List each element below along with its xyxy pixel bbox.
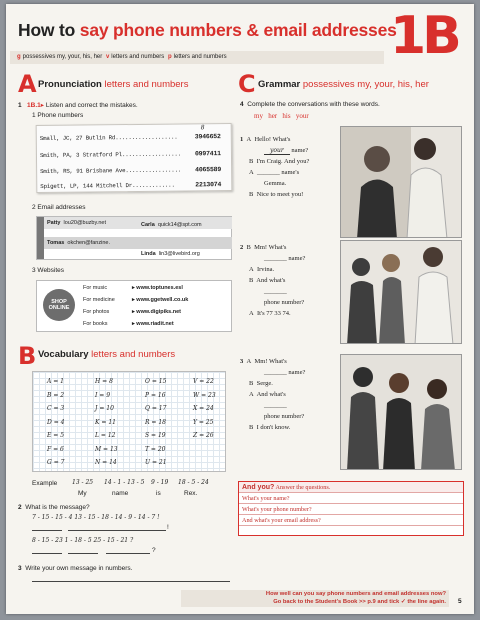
email-entry: Linda lin3@livebird.org — [141, 251, 200, 257]
unit-number: 1B — [390, 6, 458, 66]
question-1: 1 1B.1▸ Listen and correct the mistakes. — [18, 102, 138, 109]
email-entry: Patty lou20@buzby.net — [47, 220, 106, 226]
example-label: Example — [32, 480, 58, 487]
example-word: is — [156, 490, 161, 497]
code-cell: Y = 25 — [193, 418, 214, 426]
code-cell: L = 12 — [95, 432, 116, 439]
email-addresses-label: 2 Email addresses — [32, 204, 86, 211]
directory-entry: Spigett, LP, 144 Mitchell Dr............. — [40, 181, 175, 190]
website-entry: For music — [83, 285, 108, 291]
footer-strip: How well can you say phone numbers and email addresses now? Go back to the Student's Book >> p.9 and tick ✓ the line again. — [181, 590, 449, 607]
code-cell: B = 2 — [47, 391, 65, 399]
answer-row[interactable]: What's your name? — [239, 493, 463, 504]
code-cell: J = 10 — [95, 405, 114, 412]
code-cell: P = 16 — [145, 391, 166, 399]
code-cell: Z = 26 — [193, 432, 214, 439]
section-c-letter: C — [238, 70, 256, 98]
section-b-letter: B — [18, 342, 37, 370]
code-cell: F = 6 — [47, 445, 64, 453]
phone-directory — [36, 123, 233, 193]
blank-line[interactable]: _______ — [264, 288, 287, 295]
code-cell: H = 8 — [95, 378, 113, 385]
code-message-line: 7 - 15 - 15 - 4 13 - 15 - 18 - 14 - 9 - 14 - 7 ! — [32, 514, 160, 521]
answer-line[interactable] — [32, 581, 230, 582]
websites-label: 3 Websites — [32, 267, 65, 274]
code-cell: S = 19 — [145, 432, 166, 439]
directory-number: 0997411 — [194, 150, 221, 158]
example-code: 9 - 19 — [151, 479, 169, 486]
photo-group-greeting — [340, 240, 462, 344]
code-cell: T = 20 — [145, 445, 166, 453]
website-url: ▸ www.digipiks.net — [132, 309, 182, 315]
section-a-heading: Pronunciation letters and numbers — [38, 79, 189, 90]
code-cell: N = 14 — [95, 459, 117, 466]
code-cell: Q = 17 — [145, 405, 167, 412]
answer-blank[interactable] — [106, 553, 150, 554]
code-cell: K = 11 — [95, 418, 116, 426]
section-c-heading: Grammar possessives my, your, his, her — [258, 79, 429, 90]
example-word: name — [112, 490, 129, 497]
photo-friends-meeting — [340, 354, 462, 470]
website-entry: For books — [83, 321, 108, 327]
answer-blank[interactable] — [32, 530, 62, 531]
topic-strip: g possessives my, your, his, her v letters and numbers p letters and numbers — [10, 51, 384, 64]
code-cell: E = 5 — [47, 432, 65, 439]
conversation-2: 2 B Mm! What's _______ name? A Irvina. B And what's _______ phone number? A It's 77 33 74. — [240, 244, 306, 317]
example-code: 14 - 1 - 13 - 5 — [104, 479, 145, 486]
directory-number: 4065589 — [195, 166, 222, 174]
code-cell: O = 15 — [145, 378, 167, 385]
code-cell: U = 21 — [145, 459, 167, 466]
word-box: my her his your — [254, 112, 309, 120]
workbook-page: How to say phone numbers & email addresses 1B g possessives my, your, his, her v letters and numbers p letters and numbers A Pronunciation letters and numbers 1 1B.1▸ Listen and correct the mistakes. 1 Phone numbers Small, JC, 27 Butlin Rd................... 3946652 8 Smith, PA, 3 Stratford Pl.................. 0997411 Smith, RS, 91 Brisbane Ave................. 4065589 Spigett, LP, 144 Mitchell Dr............. 2213074 2 Email addresses Patty lou20@buzby.net Carla quick14@spt.com Tomas okchen@fanzine. Linda lin3@livebird.org 3 Websites SHOP ONLINE For music ▸ www.toptunes.esl For medicine ▸ www.ggetwell.co.uk For photos ▸ www.digipiks.net For books ▸ www.riadit.net B Vocabulary letters and numbers A = 1 B = 2 C = 3 D = 4 E = 5 F = 6 G = 7 H = 8 I = 9 J = 10 K = 11 L = 12 M = 13 N = 14 O = 15 P = 16 Q = 17 R = 18 S = 19 T = 20 U = 21 V = 22 W = 23 X = 24 Y = 25 Z = 26 Example 13 - 25 14 - 1 - 13 - 5 9 - 19 18 - 5 - 24 My name is Rex. 2 What is the message? 7 - 15 - 15 - 4 13 - 15 - 18 - 14 - 9 - 14 - 7 ! ! 8 - 15 - 23 1 - 18 - 5 25 - 15 - 21 ? ? 3 Write your own message in numbers. C Grammar possessives my, your, his, her 4 Complete the conversations with these words. my her his your 1 A Hello! What's your name? B I'm Craig. And you? A _______ name's Gemma. B Nice to meet you! 2 B Mm! What's _______ name? A Irvina. B And what's _______ phone number? A It's 77 33 74. 3 A Mm! What's _______ name? B Serge. A And what's _______ phone number? B I don't know. And you? Answer the questions. What's your name? What's your phone number? And what's your email address? How well can you say phone numbers and email addresses now? Go back to the Student's Book >> p.9 and tick ✓ the line again. 5 — [6, 4, 474, 614]
website-url: ▸ www.ggetwell.co.uk — [132, 297, 189, 303]
page-number: 5 — [458, 598, 462, 605]
blank-line[interactable]: _______ — [264, 402, 287, 409]
letter-code-table — [32, 371, 226, 472]
answer-row[interactable]: And what's your email address? — [239, 515, 463, 526]
code-cell: W = 23 — [193, 391, 216, 399]
question-2: 2 What is the message? — [18, 504, 90, 511]
section-b-heading: Vocabulary letters and numbers — [38, 349, 176, 360]
blank-line[interactable]: _______ name? — [264, 255, 306, 262]
answer-row[interactable]: What's your phone number? — [239, 504, 463, 515]
code-cell: G = 7 — [47, 459, 65, 466]
code-cell: C = 3 — [47, 405, 65, 412]
website-url: ▸ www.riadit.net — [132, 321, 174, 327]
code-cell: M = 13 — [95, 445, 118, 453]
conversation-1: 1 A Hello! What's your name? B I'm Craig. And you? A _______ name's Gemma. B Nice to meet you! — [240, 136, 310, 198]
code-cell: V = 22 — [193, 378, 214, 385]
filled-answer[interactable]: your — [264, 147, 290, 155]
email-list — [36, 216, 232, 260]
directory-number: 3946652 — [194, 133, 221, 141]
shop-online-badge: SHOP ONLINE — [43, 289, 75, 321]
page-title: How to say phone numbers & email addresses — [18, 20, 397, 40]
blank-line[interactable]: _______ name? — [264, 369, 306, 376]
section-a-letter: A — [18, 70, 37, 98]
directory-entry: Small, JC, 27 Butlin Rd................... — [39, 133, 178, 142]
email-entry: Tomas okchen@fanzine. — [47, 240, 110, 246]
and-you-box: And you? Answer the questions. What's your name? What's your phone number? And what's your email address? — [238, 481, 464, 536]
directory-number: 2213074 — [195, 181, 222, 189]
code-cell: D = 4 — [47, 418, 65, 426]
directory-entry: Smith, PA, 3 Stratford Pl.................. — [39, 150, 181, 159]
phone-numbers-label: 1 Phone numbers — [32, 112, 84, 119]
example-code: 13 - 25 — [72, 479, 94, 486]
answer-blank[interactable] — [68, 553, 98, 554]
code-cell: R = 18 — [145, 418, 166, 426]
conversation-3: 3 A Mm! What's _______ name? B Serge. A And what's _______ phone number? B I don't know. — [240, 358, 306, 431]
code-cell: I = 9 — [95, 391, 111, 399]
handwritten-correction: 8 — [200, 124, 205, 132]
code-cell: X = 24 — [193, 405, 214, 412]
email-entry: Carla quick14@spt.com — [141, 222, 202, 228]
website-entry: For medicine — [83, 297, 115, 303]
example-code: 18 - 5 - 24 — [178, 479, 209, 486]
example-word: Rex. — [184, 490, 198, 497]
code-message-line: 8 - 15 - 23 1 - 18 - 5 25 - 15 - 21 ? — [32, 537, 134, 544]
answer-blank[interactable] — [32, 553, 62, 554]
website-url: ▸ www.toptunes.esl — [132, 285, 183, 291]
photo-couple-conversation — [340, 126, 462, 238]
example-word: My — [78, 490, 87, 497]
directory-entry: Smith, RS, 91 Brisbane Ave................. — [40, 166, 182, 175]
question-4: 4 Complete the conversations with these words. — [240, 101, 380, 108]
answer-blank[interactable] — [68, 530, 166, 531]
website-entry: For photos — [83, 309, 110, 315]
websites-box — [36, 280, 232, 332]
question-3: 3 Write your own message in numbers. — [18, 565, 133, 572]
code-cell: A = 1 — [47, 378, 64, 385]
